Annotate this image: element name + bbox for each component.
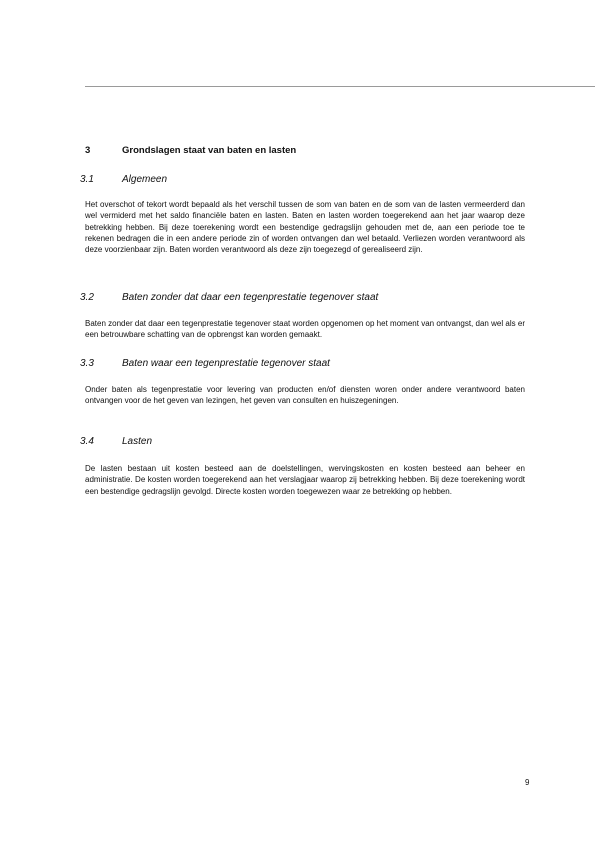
section-heading-3-2 [80,292,378,303]
section-title: Lasten [122,436,153,447]
section-number: 3.2 [80,292,94,303]
chapter-number: 3 [85,145,91,156]
section-title: Baten waar een tegenprestatie tegenover staat [122,358,330,369]
section-heading-3-3 [80,358,330,369]
section-paragraph-3-1: Het overschot of tekort wordt bepaald als het verschil tussen de som van baten en de som van de lasten vermeerderd dan wel vermiderd met het saldo financiële baten en lasten. Baten en lasten worden toegerekend aan het jaar waarop deze betrekking hebben. Bij deze toerekening wordt een bestendige gedragslijn gehouden met de, aan een periode toe te rekenen bedragen die in een andere periode zin of worden ontvangen dan wel betaald. Verliezen worden verantwoord als deze voorzienbaar zijn. Baten worden verantwoord als deze zijn toegezegd of gerealiseerd zijn. [85,200,525,255]
chapter-heading [85,145,296,156]
section-number: 3.1 [80,174,94,185]
section-heading-3-4 [80,436,152,447]
section-title: Algemeen [122,174,168,185]
section-number: 3.4 [80,436,94,447]
section-title: Baten zonder dat daar een tegenprestatie tegenover staat [122,292,379,303]
section-heading-3-1 [80,174,167,185]
chapter-title: Grondslagen staat van baten en lasten [122,145,297,156]
section-paragraph-3-3: Onder baten als tegenprestatie voor levering van producten en/of diensten woren onder andere verantwoord baten ontvangen voor de het geven van lezingen, het geven van consulten en huiszegeningen. [85,385,525,406]
page-number: 9 [525,778,530,787]
section-paragraph-3-2: Baten zonder dat daar een tegenprestatie tegenover staat worden opgenomen op het moment van ontvangst, dan wel als er een betrouwbare schatting van de opbrengst kan worden gemaakt. [85,319,525,340]
section-number: 3.3 [80,358,94,369]
section-paragraph-3-4: De lasten bestaan uit kosten besteed aan de doelstellingen, wervingskosten en kosten besteed aan beheer en administratie. De kosten worden toegerekend aan het verslagjaar waarop zij betrekking hebben. Bij deze toerekening wordt een bestendige gedragslijn gevolgd. Directe kosten worden toegewezen waar ze betrekking op hebben. [85,464,525,496]
header-rule [85,86,595,87]
